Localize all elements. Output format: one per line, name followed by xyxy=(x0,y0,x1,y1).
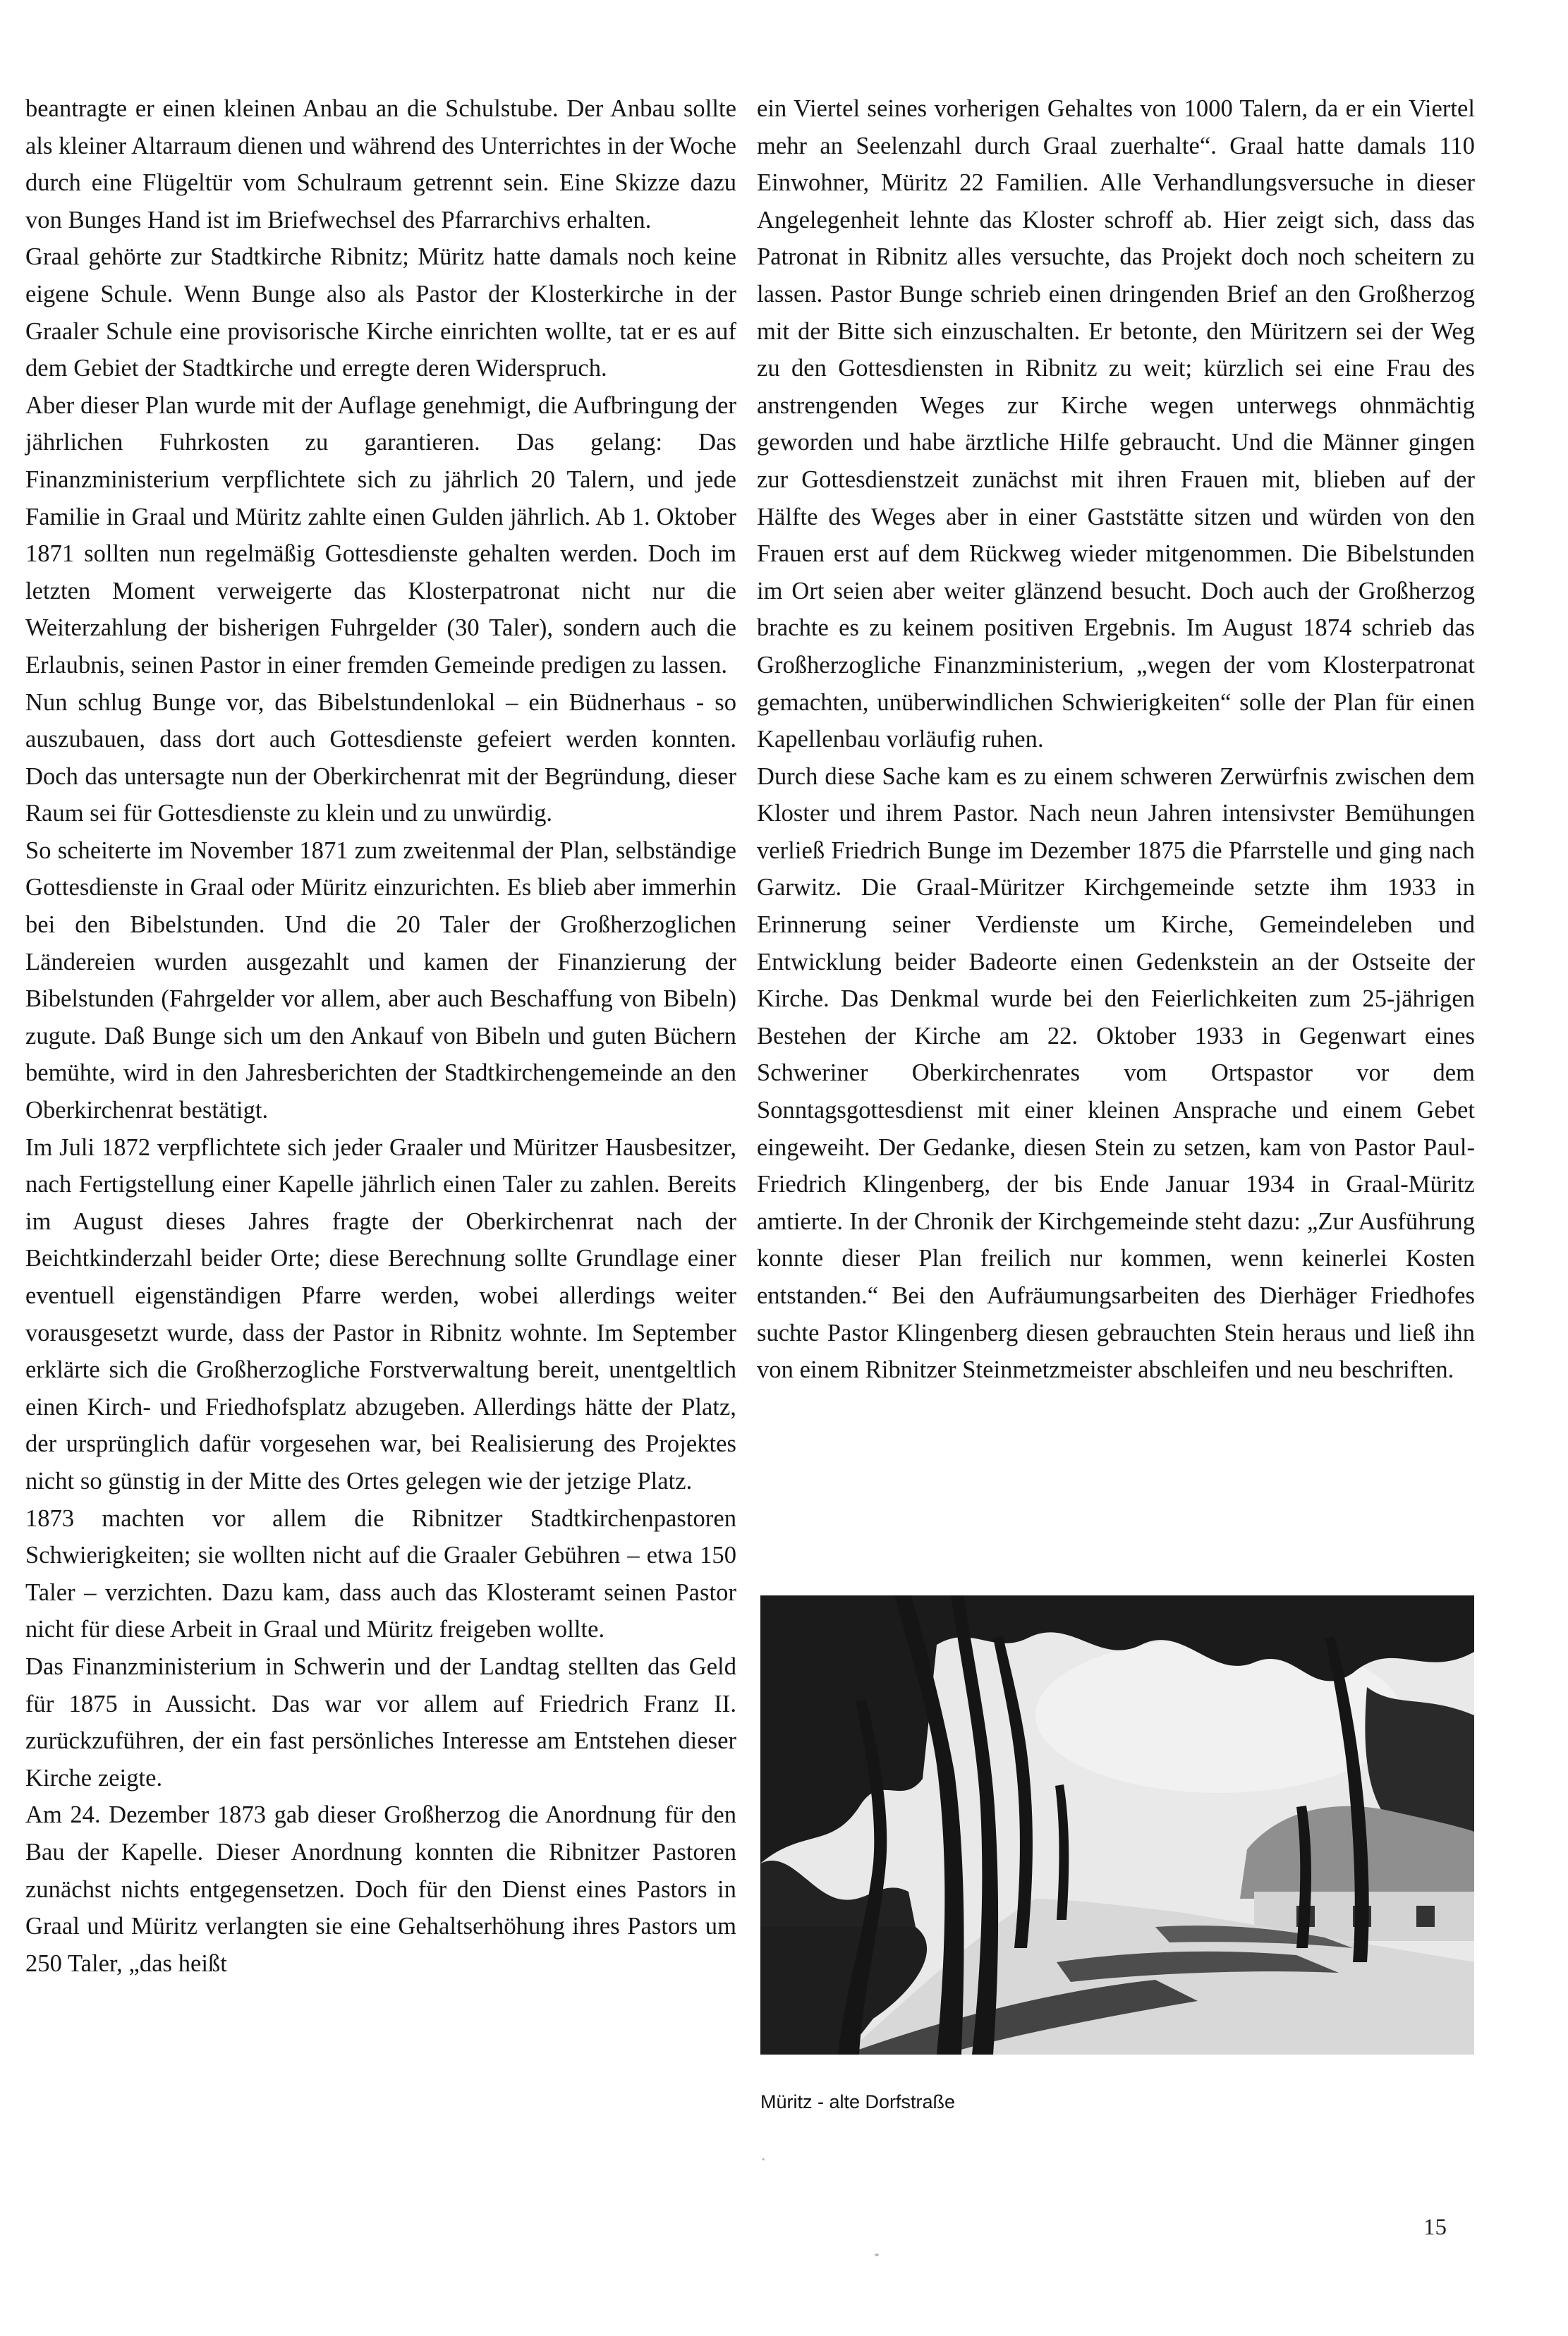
paragraph: Aber dieser Plan wurde mit der Auflage genehmigt, die Aufbringung der jährlichen Fuhrkosten zu garantieren. Das gelang: Das Finanzministerium verpflichtete sich zu jährlich 20 Talern, und jede Familie in Graal und Müritz zahlte einen Gulden jährlich. Ab 1. Oktober 1871 sollten nun regelmäßig Gottesdienste gehalten werden. Doch im letzten Moment verweigerte das Klosterpatronat nicht nur die Weiterzahlung der bisherigen Fuhrgelder (30 Taler), sondern auch die Erlaubnis, seinen Pastor in einer fremden Gemeinde predigen zu lassen. xyxy=(25,391,736,679)
page-number: 15 xyxy=(1423,2215,1447,2240)
paragraph: ein Viertel seines vorherigen Gehaltes von 1000 Talern, da er ein Viertel mehr an Seelenzahl durch Graal zuerhalte“. Graal hatte damals 110 Einwohner, Müritz 22 Familien. Alle Verhandlungsversuche in dieser Angelegenheit lehnte das Kloster schroff ab. Hier zeigt sich, dass das Patronat in Ribnitz alles versuchte, das Projekt doch noch scheitern zu lassen. Pastor Bunge schrieb einen dringenden Brief an den Großherzog mit der Bitte sich einzuschalten. Er betonte, den Müritzern sei der Weg zu den Gottesdiensten in Ribnitz zu weit; kürzlich sei eine Frau des anstrengenden Weges zur Kirche wegen unterwegs ohnmächtig geworden und habe ärztliche Hilfe gebraucht. Und die Männer gingen zur Gottesdienstzeit zunächst mit ihren Frauen mit, blieben auf der Hälfte des Weges aber in einer Gaststätte sitzen und würden von den Frauen erst auf dem Rückweg wieder mitgenommen. Die Bibelstunden im Ort seien aber weiter glänzend besucht. Doch auch der Großherzog brachte es zu keinem positiven Ergebnis. Im August 1874 schrieb das Großherzogliche Finanzministerium, „wegen der vom Klosterpatronat gemachten, unüberwindlichen Schwierigkeiten“ solle der Plan für einen Kapellenbau vorläufig ruhen. xyxy=(757,95,1475,753)
paragraph: Nun schlug Bunge vor, das Bibelstundenlokal – ein Büdnerhaus - so auszubauen, dass dort auch Gottesdienste gefeiert werden konnten. Doch das untersagte nun der Oberkirchenrat mit der Begründung, dieser Raum sei für Gottesdienste zu klein und zu unwürdig. xyxy=(25,688,736,827)
paragraph: So scheiterte im November 1871 zum zweitenmal der Plan, selbständige Gottesdienste in Graal oder Müritz einzurichten. Es blieb aber immerhin bei den Bibelstunden. Und die 20 Taler der Großherzoglichen Ländereien wurden ausgezahlt und kamen der Finanzierung der Bibelstunden (Fahrgelder vor allem, aber auch Beschaffung von Bibeln) zugute. Daß Bunge sich um den Ankauf von Bibeln und guten Büchern bemühte, wird in den Jahresberichten der Stadtkirchengemeinde an den Oberkirchenrat bestätigt. xyxy=(25,837,736,1124)
paragraph: beantragte er einen kleinen Anbau an die Schulstube. Der Anbau sollte als kleiner Altarraum dienen und während des Unterrichtes in der Woche durch eine Flügeltür vom Schulraum getrennt sein. Eine Skizze dazu von Bunges Hand ist im Briefwechsel des Pfarrarchivs erhalten. xyxy=(25,95,736,233)
text-column-right xyxy=(757,90,1475,1389)
paragraph: Am 24. Dezember 1873 gab dieser Großherzog die Anordnung für den Bau der Kapelle. Dieser Anordnung konnten die Ribnitzer Pastoren zunächst nichts entgegensetzen. Doch für den Dienst eines Pastors in Graal und Müritz verlangten sie eine Gehaltserhöhung ihres Pastors um 250 Taler, „das heißt xyxy=(25,1801,736,1977)
text-column-left xyxy=(25,90,736,1982)
paragraph: Graal gehörte zur Stadtkirche Ribnitz; Müritz hatte damals noch keine eigene Schule. Wenn Bunge also als Pastor der Klosterkirche in der Graaler Schule eine provisorische Kirche einrichten wollte, tat er es auf dem Gebiet der Stadtkirche und erregte deren Widerspruch. xyxy=(25,243,736,382)
scan-speck xyxy=(762,2158,765,2160)
paragraph: Im Juli 1872 verpflichtete sich jeder Graaler und Müritzer Hausbesitzer, nach Fertigstellung einer Kapelle jährlich einen Taler zu zahlen. Bereits im August dieses Jahres fragte der Oberkirchenrat nach der Beichtkinderzahl beider Orte; diese Berechnung sollte Grundlage einer eventuell eigenständigen Pfarre werden, wobei allerdings weiter vorausgesetzt wurde, dass der Pastor in Ribnitz wohnte. Im September erklärte sich die Großherzogliche Forstverwaltung bereit, unentgeltlich einen Kirch- und Friedhofsplatz abzugeben. Allerdings hätte der Platz, der ursprünglich dafür vorgesehen war, bei Realisierung des Projektes nicht so günstig in der Mitte des Ortes gelegen wie der jetzige Platz. xyxy=(25,1133,736,1495)
paragraph: Das Finanzministerium in Schwerin und der Landtag stellten das Geld für 1875 in Aussicht. Das war vor allem auf Friedrich Franz II. zurückzuführen, der ein fast persönliches Interesse am Entstehen dieser Kirche zeigte. xyxy=(25,1653,736,1791)
photo-illustration xyxy=(760,1595,1474,2055)
village-street-photo xyxy=(760,1595,1474,2055)
paragraph: 1873 machten vor allem die Ribnitzer Stadtkirchenpastoren Schwierigkeiten; sie wollten nicht auf die Graaler Gebühren – etwa 150 Taler – verzichten. Dazu kam, dass auch das Klosteramt seinen Pastor nicht für diese Arbeit in Graal und Müritz freigeben wollte. xyxy=(25,1504,736,1643)
paragraph: Durch diese Sache kam es zu einem schweren Zerwürfnis zwischen dem Kloster und ihrem Pastor. Nach neun Jahren intensivster Bemühungen verließ Friedrich Bunge im Dezember 1875 die Pfarrstelle und ging nach Garwitz. Die Graal-Müritzer Kirchgemeinde setzte ihm 1933 in Erinnerung seiner Verdienste um Kirche, Gemeindeleben und Entwicklung beider Badeorte einen Gedenkstein an der Ostseite der Kirche. Das Denkmal wurde bei den Feierlichkeiten zum 25-jährigen Bestehen der Kirche am 22. Oktober 1933 in Gegenwart eines Schweriner Oberkirchenrates vom Ortspastor vor dem Sonntagsgottesdienst mit einer kleinen Ansprache und einem Gebet eingeweiht. Der Gedanke, diesen Stein zu setzen, kam von Pastor Paul-Friedrich Klingenberg, der bis Ende Januar 1934 in Graal-Müritz amtierte. In der Chronik der Kirchgemeinde steht dazu: „Zur Ausführung konnte dieser Plan freilich nur kommen, wenn keinerlei Kosten entstanden.“ Bei den Aufräumungsarbeiten des Dierhäger Friedhofes suchte Pastor Klingenberg diesen gebrauchten Stein heraus und ließ ihn von einem Ribnitzer Steinmetzmeister abschleifen und neu beschriften. xyxy=(757,762,1475,1384)
scan-speck xyxy=(875,2253,879,2256)
photo-caption: Müritz - alte Dorfstraße xyxy=(760,2091,956,2112)
